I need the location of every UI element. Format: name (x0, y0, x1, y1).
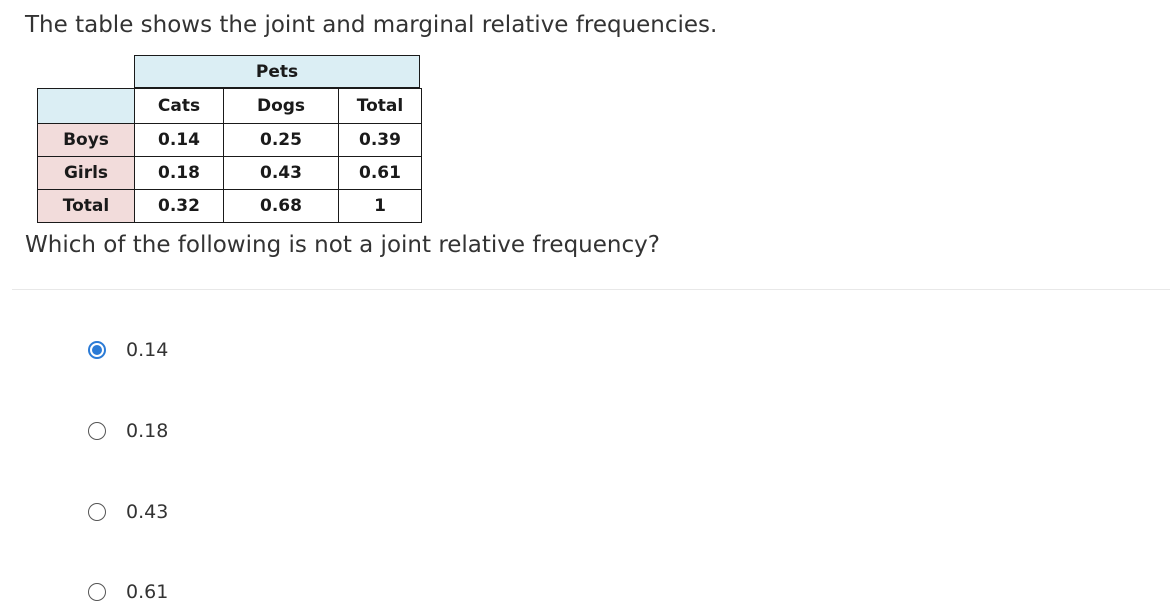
table-cell: 0.32 (135, 190, 224, 223)
table-corner-cell (38, 89, 135, 124)
question-intro: The table shows the joint and marginal relative frequencies. (25, 12, 718, 38)
option-label: 0.18 (126, 420, 169, 442)
relative-frequency-table (37, 88, 422, 223)
table-cell: 0.39 (339, 124, 422, 157)
radio-button[interactable] (88, 503, 106, 521)
table-cell: 0.18 (135, 157, 224, 190)
radio-button[interactable] (88, 422, 106, 440)
row-label-total: Total (38, 190, 135, 223)
table-header-row (38, 89, 422, 124)
radio-button[interactable] (88, 583, 106, 601)
radio-button-selected[interactable] (88, 341, 106, 359)
question-prompt: Which of the following is not a joint relative frequency? (25, 232, 660, 258)
answer-option-1[interactable] (88, 339, 168, 361)
answer-option-4[interactable] (88, 581, 168, 603)
table-row (38, 124, 422, 157)
column-header-cats: Cats (135, 89, 224, 124)
table-cell: 0.61 (339, 157, 422, 190)
column-header-dogs: Dogs (224, 89, 339, 124)
column-header-total: Total (339, 89, 422, 124)
table-cell: 0.43 (224, 157, 339, 190)
answer-option-3[interactable] (88, 501, 168, 523)
pets-group-header: Pets (134, 55, 420, 88)
table-cell: 0.14 (135, 124, 224, 157)
table-cell: 0.68 (224, 190, 339, 223)
option-label: 0.61 (126, 581, 169, 603)
option-label: 0.43 (126, 501, 169, 523)
option-label: 0.14 (126, 339, 169, 361)
row-label-girls: Girls (38, 157, 135, 190)
table-row (38, 190, 422, 223)
table-row (38, 157, 422, 190)
table-cell: 1 (339, 190, 422, 223)
answer-option-2[interactable] (88, 420, 168, 442)
divider (12, 289, 1170, 290)
row-label-boys: Boys (38, 124, 135, 157)
table-cell: 0.25 (224, 124, 339, 157)
